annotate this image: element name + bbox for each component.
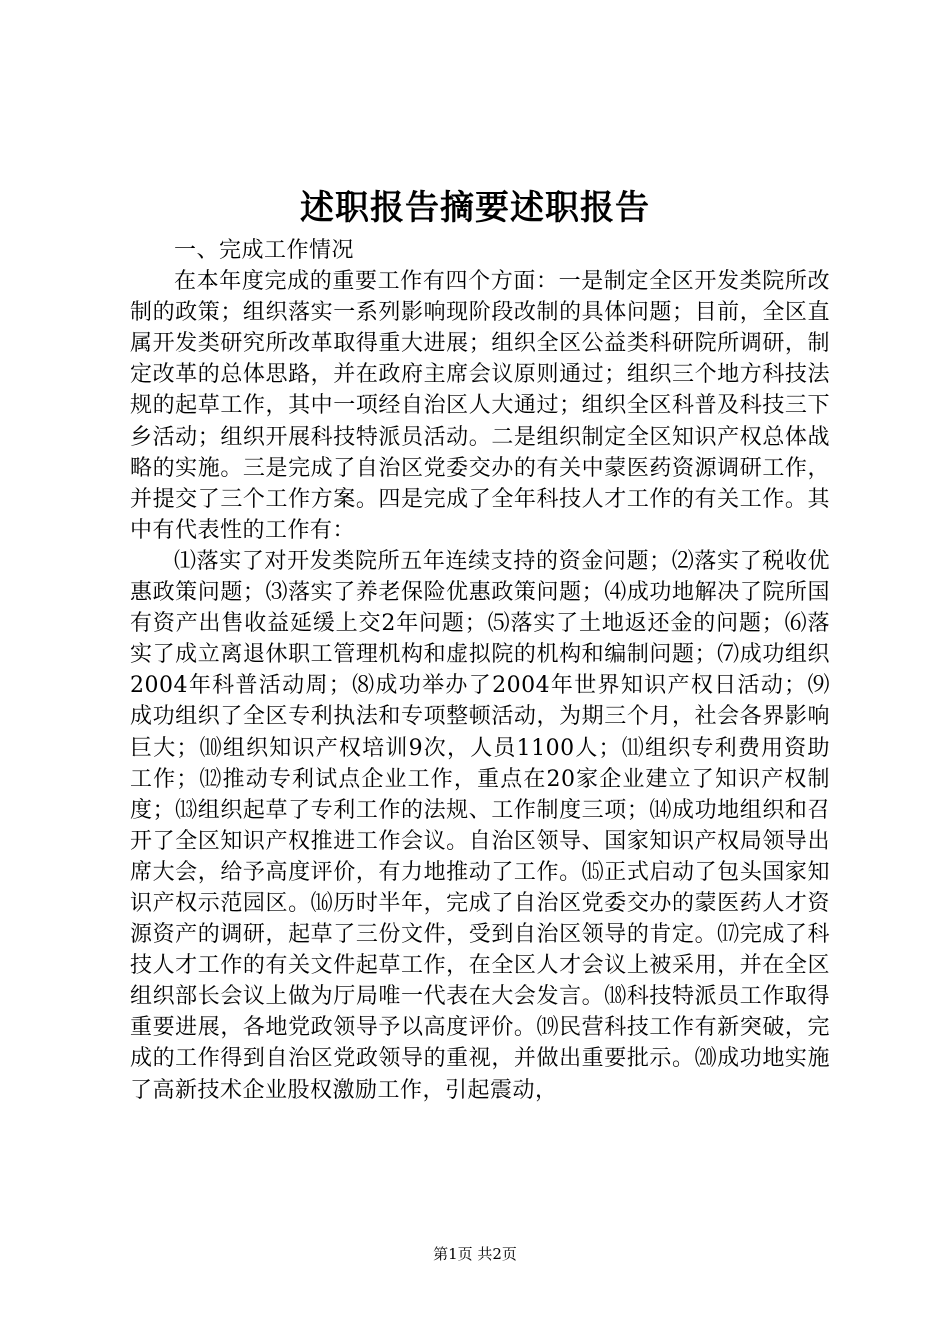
page-footer: 第1页 共2页 <box>433 1245 517 1263</box>
body-paragraph-1: 在本年度完成的重要工作有四个方面：一是制定全区开发类院所改制的政策；组织落实一系列影响现阶段改制的具体问题；目前，全区直属开发类研究所改革取得重大进展；组织全区公益类科研院所调研，制定改革的总体思路，并在政府主席会议原则通过；组织三个地方科技法规的起草工作，其中一项经自治区人大通过；组织全区科普及科技三下乡活动；组织开展科技特派员活动。二是组织制定全区知识产权总体战略的实施。三是完成了自治区党委交办的有关中蒙医药资源调研工作，并提交了三个工作方案。四是完成了全年科技人才工作的有关工作。其中有代表性的工作有： <box>130 269 830 543</box>
section-heading: 一、完成工作情况 <box>174 238 355 263</box>
body-paragraph-2: ⑴落实了对开发类院所五年连续支持的资金问题；⑵落实了税收优惠政策问题；⑶落实了养老保险优惠政策问题；⑷成功地解决了院所国有资产出售收益延缓上交2年问题；⑸落实了土地返还金的问题；⑹落实了成立离退休职工管理机构和虚拟院的机构和编制问题；⑺成功组织2004年科普活动周；⑻成功举办了2004年世界知识产权日活动；⑼成功组织了全区专利执法和专项整顿活动，为期三个月，社会各界影响巨大；⑽组织知识产权培训9次，人员1100人；⑾组织专利费用资助工作；⑿推动专利试点企业工作，重点在20家企业建立了知识产权制度；⒀组织起草了专利工作的法规、工作制度三项；⒁成功地组织和召开了全区知识产权推进工作会议。自治区领导、国家知识产权局领导出席大会，给予高度评价，有力地推动了工作。⒂正式启动了包头国家知识产权示范园区。⒃历时半年，完成了自治区党委交办的蒙医药人才资源资产的调研，起草了三份文件，受到自治区领导的肯定。⒄完成了科技人才工作的有关文件起草工作，在全区人才会议上被采用，并在全区组织部长会议上做为厅局唯一代表在大会发言。⒅科技特派员工作取得重要进展，各地党政领导予以高度评价。⒆民营科技工作有新突破，完成的工作得到自治区党政领导的重视，并做出重要批示。⒇成功地实施了高新技术企业股权激励工作，引起震动， <box>130 548 830 1103</box>
document-title: 述职报告摘要述职报告 <box>300 188 650 228</box>
document-body <box>130 235 830 1106</box>
